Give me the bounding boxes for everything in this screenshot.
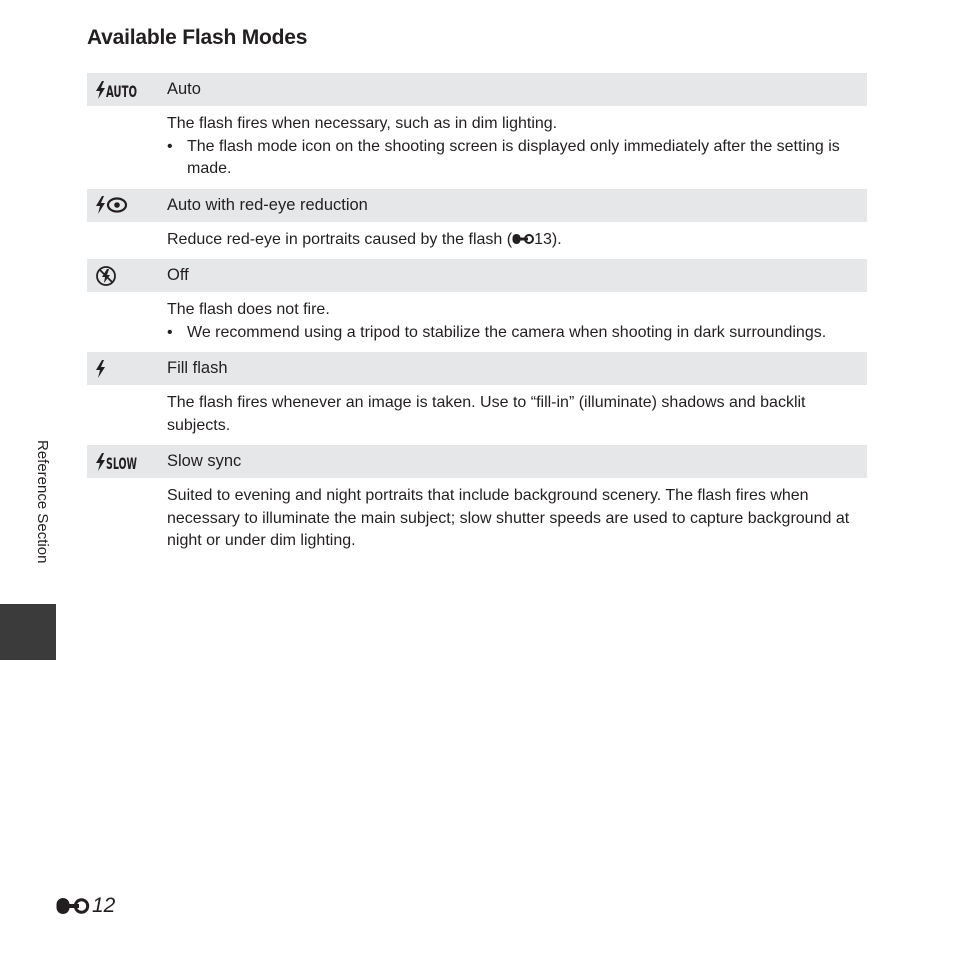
e-reference-icon — [512, 233, 534, 245]
mode-description: The flash does not fire. — [167, 301, 330, 318]
mode-description: The flash fires whenever an image is taken. Use to “fill-in” (illuminate) shadows and backlit subjects. — [167, 394, 806, 434]
mode-desc-fill-flash — [87, 385, 867, 445]
svg-text:AUTO: AUTO — [106, 81, 137, 101]
mode-row-auto — [87, 73, 867, 106]
section-tab-marker — [0, 604, 56, 660]
mode-row-fill-flash — [87, 352, 867, 385]
flash-off-icon — [95, 259, 117, 292]
mode-note: • We recommend using a tripod to stabilize the camera when shooting in dark surroundings. — [167, 322, 867, 345]
mode-description: Suited to evening and night portraits that include background scenery. The flash fires when necessary to illuminate the main subject; slow shutter speeds are used to capture background at night or under dim lighting. — [167, 487, 850, 549]
mode-name-off: Off — [167, 266, 189, 284]
mode-note: • The flash mode icon on the shooting screen is displayed only immediately after the setting is made. — [167, 136, 867, 181]
mode-name-fill-flash: Fill flash — [167, 359, 228, 377]
mode-desc-off — [87, 292, 867, 352]
page-title: Available Flash Modes — [87, 26, 308, 49]
mode-row-red-eye — [87, 189, 867, 222]
mode-row-slow-sync — [87, 445, 867, 478]
svg-text:SLOW: SLOW — [106, 453, 138, 473]
e-reference-icon — [56, 896, 90, 916]
flash-slow-sync-icon — [95, 445, 139, 478]
flash-red-eye-icon — [95, 189, 131, 222]
page-number-text: 12 — [92, 894, 116, 917]
mode-row-off — [87, 259, 867, 292]
mode-desc-auto — [87, 106, 867, 189]
mode-name-slow-sync: Slow sync — [167, 452, 242, 470]
flash-modes-table — [87, 73, 867, 561]
flash-auto-icon — [95, 73, 139, 106]
flash-fill-icon — [95, 352, 109, 385]
mode-name-red-eye: Auto with red-eye reduction — [167, 195, 368, 214]
mode-description: The flash fires when necessary, such as in dim lighting. — [167, 115, 558, 132]
mode-desc-red-eye — [87, 222, 867, 260]
mode-name-auto: Auto — [167, 80, 201, 98]
page-number — [56, 894, 115, 918]
mode-description: Reduce red-eye in portraits caused by the flash ( 13). — [167, 230, 562, 248]
side-tab-label: Reference Section — [34, 440, 51, 564]
mode-desc-slow-sync — [87, 478, 867, 561]
